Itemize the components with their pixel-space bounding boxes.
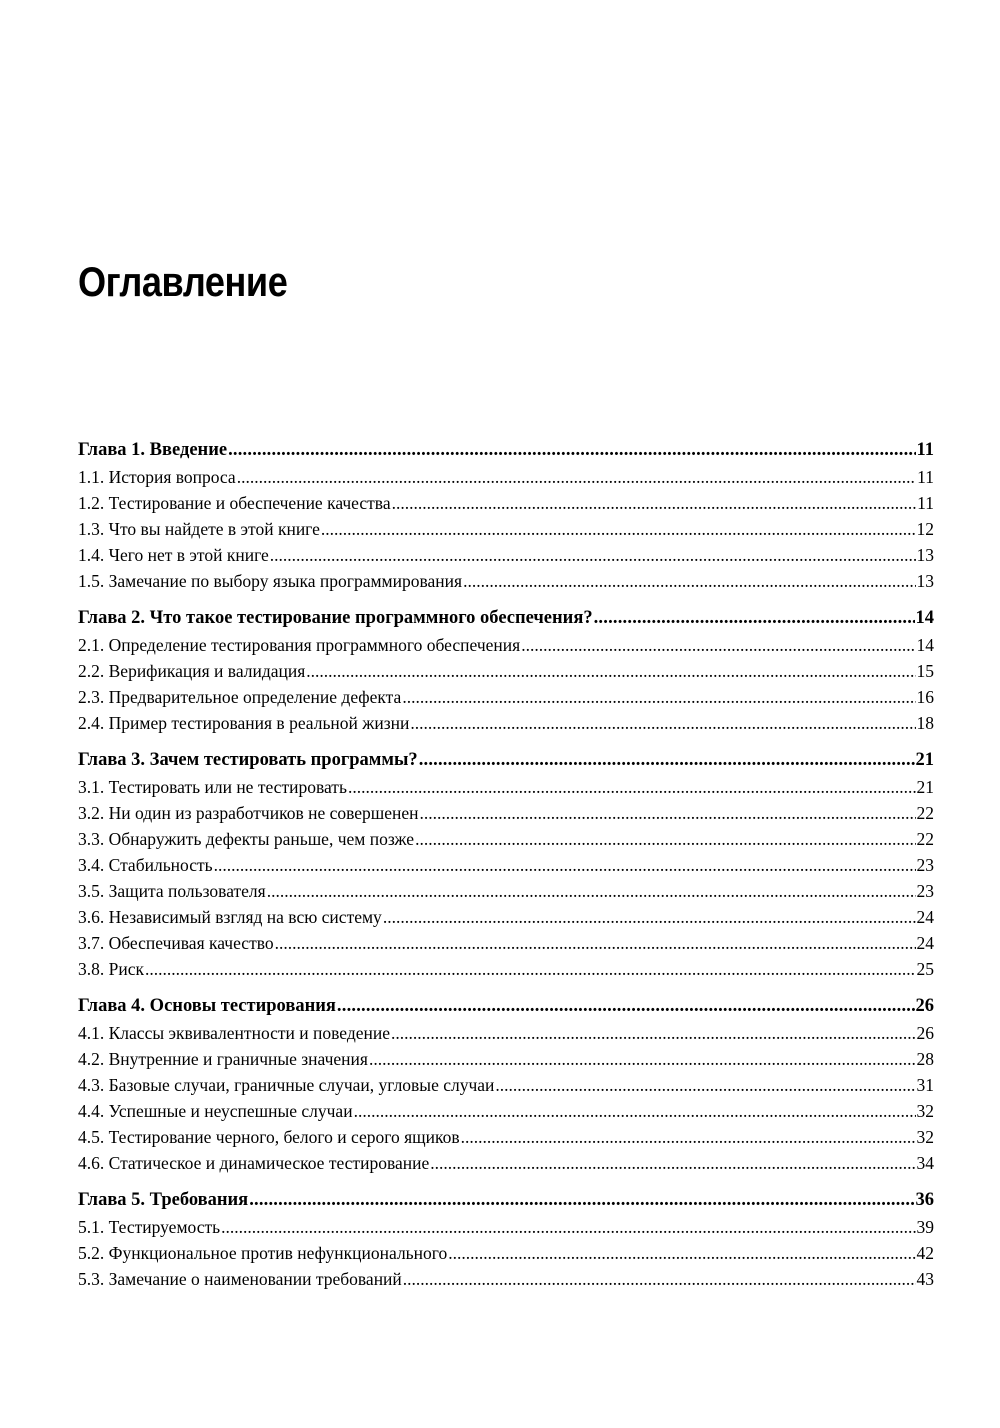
chapter-title: Глава 2. Что такое тестирование программного обеспечения? — [78, 608, 593, 628]
dot-leader — [594, 605, 915, 632]
toc-entry[interactable] — [78, 516, 934, 542]
entry-title: 3.6. Независимый взгляд на всю систему — [78, 907, 382, 927]
chapter-heading[interactable] — [78, 437, 934, 464]
page-number: 36 — [915, 1190, 934, 1210]
toc-entry[interactable] — [78, 490, 934, 516]
entry-title: 3.4. Стабильность — [78, 855, 213, 875]
toc-entry[interactable] — [78, 658, 934, 684]
chapter-heading[interactable] — [78, 605, 934, 632]
page-number: 43 — [916, 1269, 934, 1289]
dot-leader — [321, 516, 916, 542]
page-number: 25 — [916, 959, 934, 979]
dot-leader — [369, 1046, 916, 1072]
chapter-heading[interactable] — [78, 993, 934, 1020]
page-number: 11 — [916, 440, 934, 460]
entry-title: 3.1. Тестировать или не тестировать — [78, 777, 347, 797]
page-number: 14 — [916, 635, 934, 655]
entry-title: 1.2. Тестирование и обеспечение качества — [78, 493, 391, 513]
entry-title: 4.4. Успешные и неуспешные случаи — [78, 1101, 353, 1121]
dot-leader — [415, 826, 915, 852]
dot-leader — [214, 852, 916, 878]
dot-leader — [391, 1020, 915, 1046]
toc-entry[interactable] — [78, 568, 934, 594]
chapter-5 — [78, 1187, 934, 1292]
dot-leader — [420, 800, 916, 826]
entry-title: 5.2. Функциональное против нефункционального — [78, 1243, 448, 1263]
entry-title: 5.3. Замечание о наименовании требований — [78, 1269, 402, 1289]
toc-entry[interactable] — [78, 956, 934, 982]
entry-title: 1.3. Что вы найдете в этой книге — [78, 519, 320, 539]
page-number: 32 — [916, 1101, 934, 1121]
dot-leader — [430, 1150, 915, 1176]
dot-leader — [221, 1214, 915, 1240]
entry-title: 2.4. Пример тестирования в реальной жизни — [78, 713, 410, 733]
page-number: 13 — [916, 571, 934, 591]
entry-title: 3.5. Защита пользователя — [78, 881, 266, 901]
dot-leader — [495, 1072, 915, 1098]
dot-leader — [337, 993, 915, 1020]
page-number: 26 — [915, 996, 934, 1016]
toc-entry[interactable] — [78, 1150, 934, 1176]
chapter-title: Глава 5. Требования — [78, 1190, 249, 1210]
table-of-contents — [78, 437, 934, 1303]
page-number: 22 — [916, 829, 934, 849]
page-number: 42 — [916, 1243, 934, 1263]
toc-entry[interactable] — [78, 1046, 934, 1072]
toc-entry[interactable] — [78, 800, 934, 826]
page-number: 11 — [917, 493, 934, 513]
dot-leader — [249, 1187, 914, 1214]
entry-title: 5.1. Тестируемость — [78, 1217, 221, 1237]
page-number: 24 — [916, 907, 934, 927]
dot-leader — [267, 878, 916, 904]
entry-title: 4.3. Базовые случаи, граничные случаи, угловые случаи — [78, 1075, 495, 1095]
page-number: 22 — [916, 803, 934, 823]
toc-entry[interactable] — [78, 1098, 934, 1124]
entry-title: 3.8. Риск — [78, 959, 144, 979]
page-number: 32 — [916, 1127, 934, 1147]
dot-leader — [228, 437, 915, 464]
toc-entry[interactable] — [78, 852, 934, 878]
page-number: 15 — [916, 661, 934, 681]
dot-leader — [145, 956, 916, 982]
dot-leader — [392, 490, 917, 516]
dot-leader — [383, 904, 916, 930]
entry-title: 1.5. Замечание по выбору языка программирования — [78, 571, 463, 591]
chapter-title: Глава 1. Введение — [78, 440, 228, 460]
toc-entry[interactable] — [78, 1020, 934, 1046]
toc-entry[interactable] — [78, 1072, 934, 1098]
page-number: 26 — [916, 1023, 934, 1043]
entry-title: 2.2. Верификация и валидация — [78, 661, 306, 681]
entry-title: 1.4. Чего нет в этой книге — [78, 545, 269, 565]
toc-entry[interactable] — [78, 878, 934, 904]
dot-leader — [448, 1240, 915, 1266]
dot-leader — [275, 930, 916, 956]
page-number: 34 — [916, 1153, 934, 1173]
entry-title: 2.1. Определение тестирования программного обеспечения — [78, 635, 521, 655]
entry-title: 4.6. Статическое и динамическое тестирование — [78, 1153, 430, 1173]
toc-entry[interactable] — [78, 1214, 934, 1240]
dot-leader — [348, 774, 916, 800]
toc-entry[interactable] — [78, 1266, 934, 1292]
toc-entry[interactable] — [78, 710, 934, 736]
chapter-1 — [78, 437, 934, 594]
page-number: 24 — [916, 933, 934, 953]
toc-entry[interactable] — [78, 542, 934, 568]
chapter-heading[interactable] — [78, 1187, 934, 1214]
entry-title: 4.5. Тестирование черного, белого и серого ящиков — [78, 1127, 460, 1147]
entry-title: 3.3. Обнаружить дефекты раньше, чем позже — [78, 829, 415, 849]
page-title: Оглавление — [78, 258, 288, 305]
dot-leader — [237, 464, 916, 490]
page-number: 28 — [916, 1049, 934, 1069]
toc-entry[interactable] — [78, 930, 934, 956]
entry-title: 2.3. Предварительное определение дефекта — [78, 687, 402, 707]
toc-entry[interactable] — [78, 826, 934, 852]
chapter-3 — [78, 747, 934, 982]
toc-entry[interactable] — [78, 774, 934, 800]
dot-leader — [402, 684, 915, 710]
dot-leader — [354, 1098, 916, 1124]
chapter-title: Глава 4. Основы тестирования — [78, 996, 336, 1016]
dot-leader — [306, 658, 915, 684]
page-number: 13 — [916, 545, 934, 565]
page-number: 18 — [916, 713, 934, 733]
dot-leader — [461, 1124, 916, 1150]
toc-entry[interactable] — [78, 632, 934, 658]
toc-entry[interactable] — [78, 1240, 934, 1266]
dot-leader — [463, 568, 915, 594]
page-number: 14 — [915, 608, 934, 628]
toc-entry[interactable] — [78, 464, 934, 490]
page-number: 23 — [916, 855, 934, 875]
toc-entry[interactable] — [78, 684, 934, 710]
entry-title: 3.2. Ни один из разработчиков не совершенен — [78, 803, 419, 823]
dot-leader — [521, 632, 915, 658]
entry-title: 3.7. Обеспечивая качество — [78, 933, 274, 953]
dot-leader — [403, 1266, 916, 1292]
page-number: 11 — [917, 467, 934, 487]
toc-entry[interactable] — [78, 904, 934, 930]
page-number: 39 — [916, 1217, 934, 1237]
page-number: 23 — [916, 881, 934, 901]
page-number: 21 — [916, 777, 934, 797]
chapter-heading[interactable] — [78, 747, 934, 774]
entry-title: 4.1. Классы эквивалентности и поведение — [78, 1023, 391, 1043]
page-number: 21 — [915, 750, 934, 770]
page-number: 12 — [916, 519, 934, 539]
dot-leader — [419, 747, 915, 774]
chapter-4 — [78, 993, 934, 1176]
entry-title: 1.1. История вопроса — [78, 467, 236, 487]
page-number: 16 — [916, 687, 934, 707]
entry-title: 4.2. Внутренние и граничные значения — [78, 1049, 368, 1069]
dot-leader — [410, 710, 915, 736]
page-number: 31 — [916, 1075, 934, 1095]
dot-leader — [270, 542, 916, 568]
chapter-title: Глава 3. Зачем тестировать программы? — [78, 750, 418, 770]
toc-entry[interactable] — [78, 1124, 934, 1150]
chapter-2 — [78, 605, 934, 736]
